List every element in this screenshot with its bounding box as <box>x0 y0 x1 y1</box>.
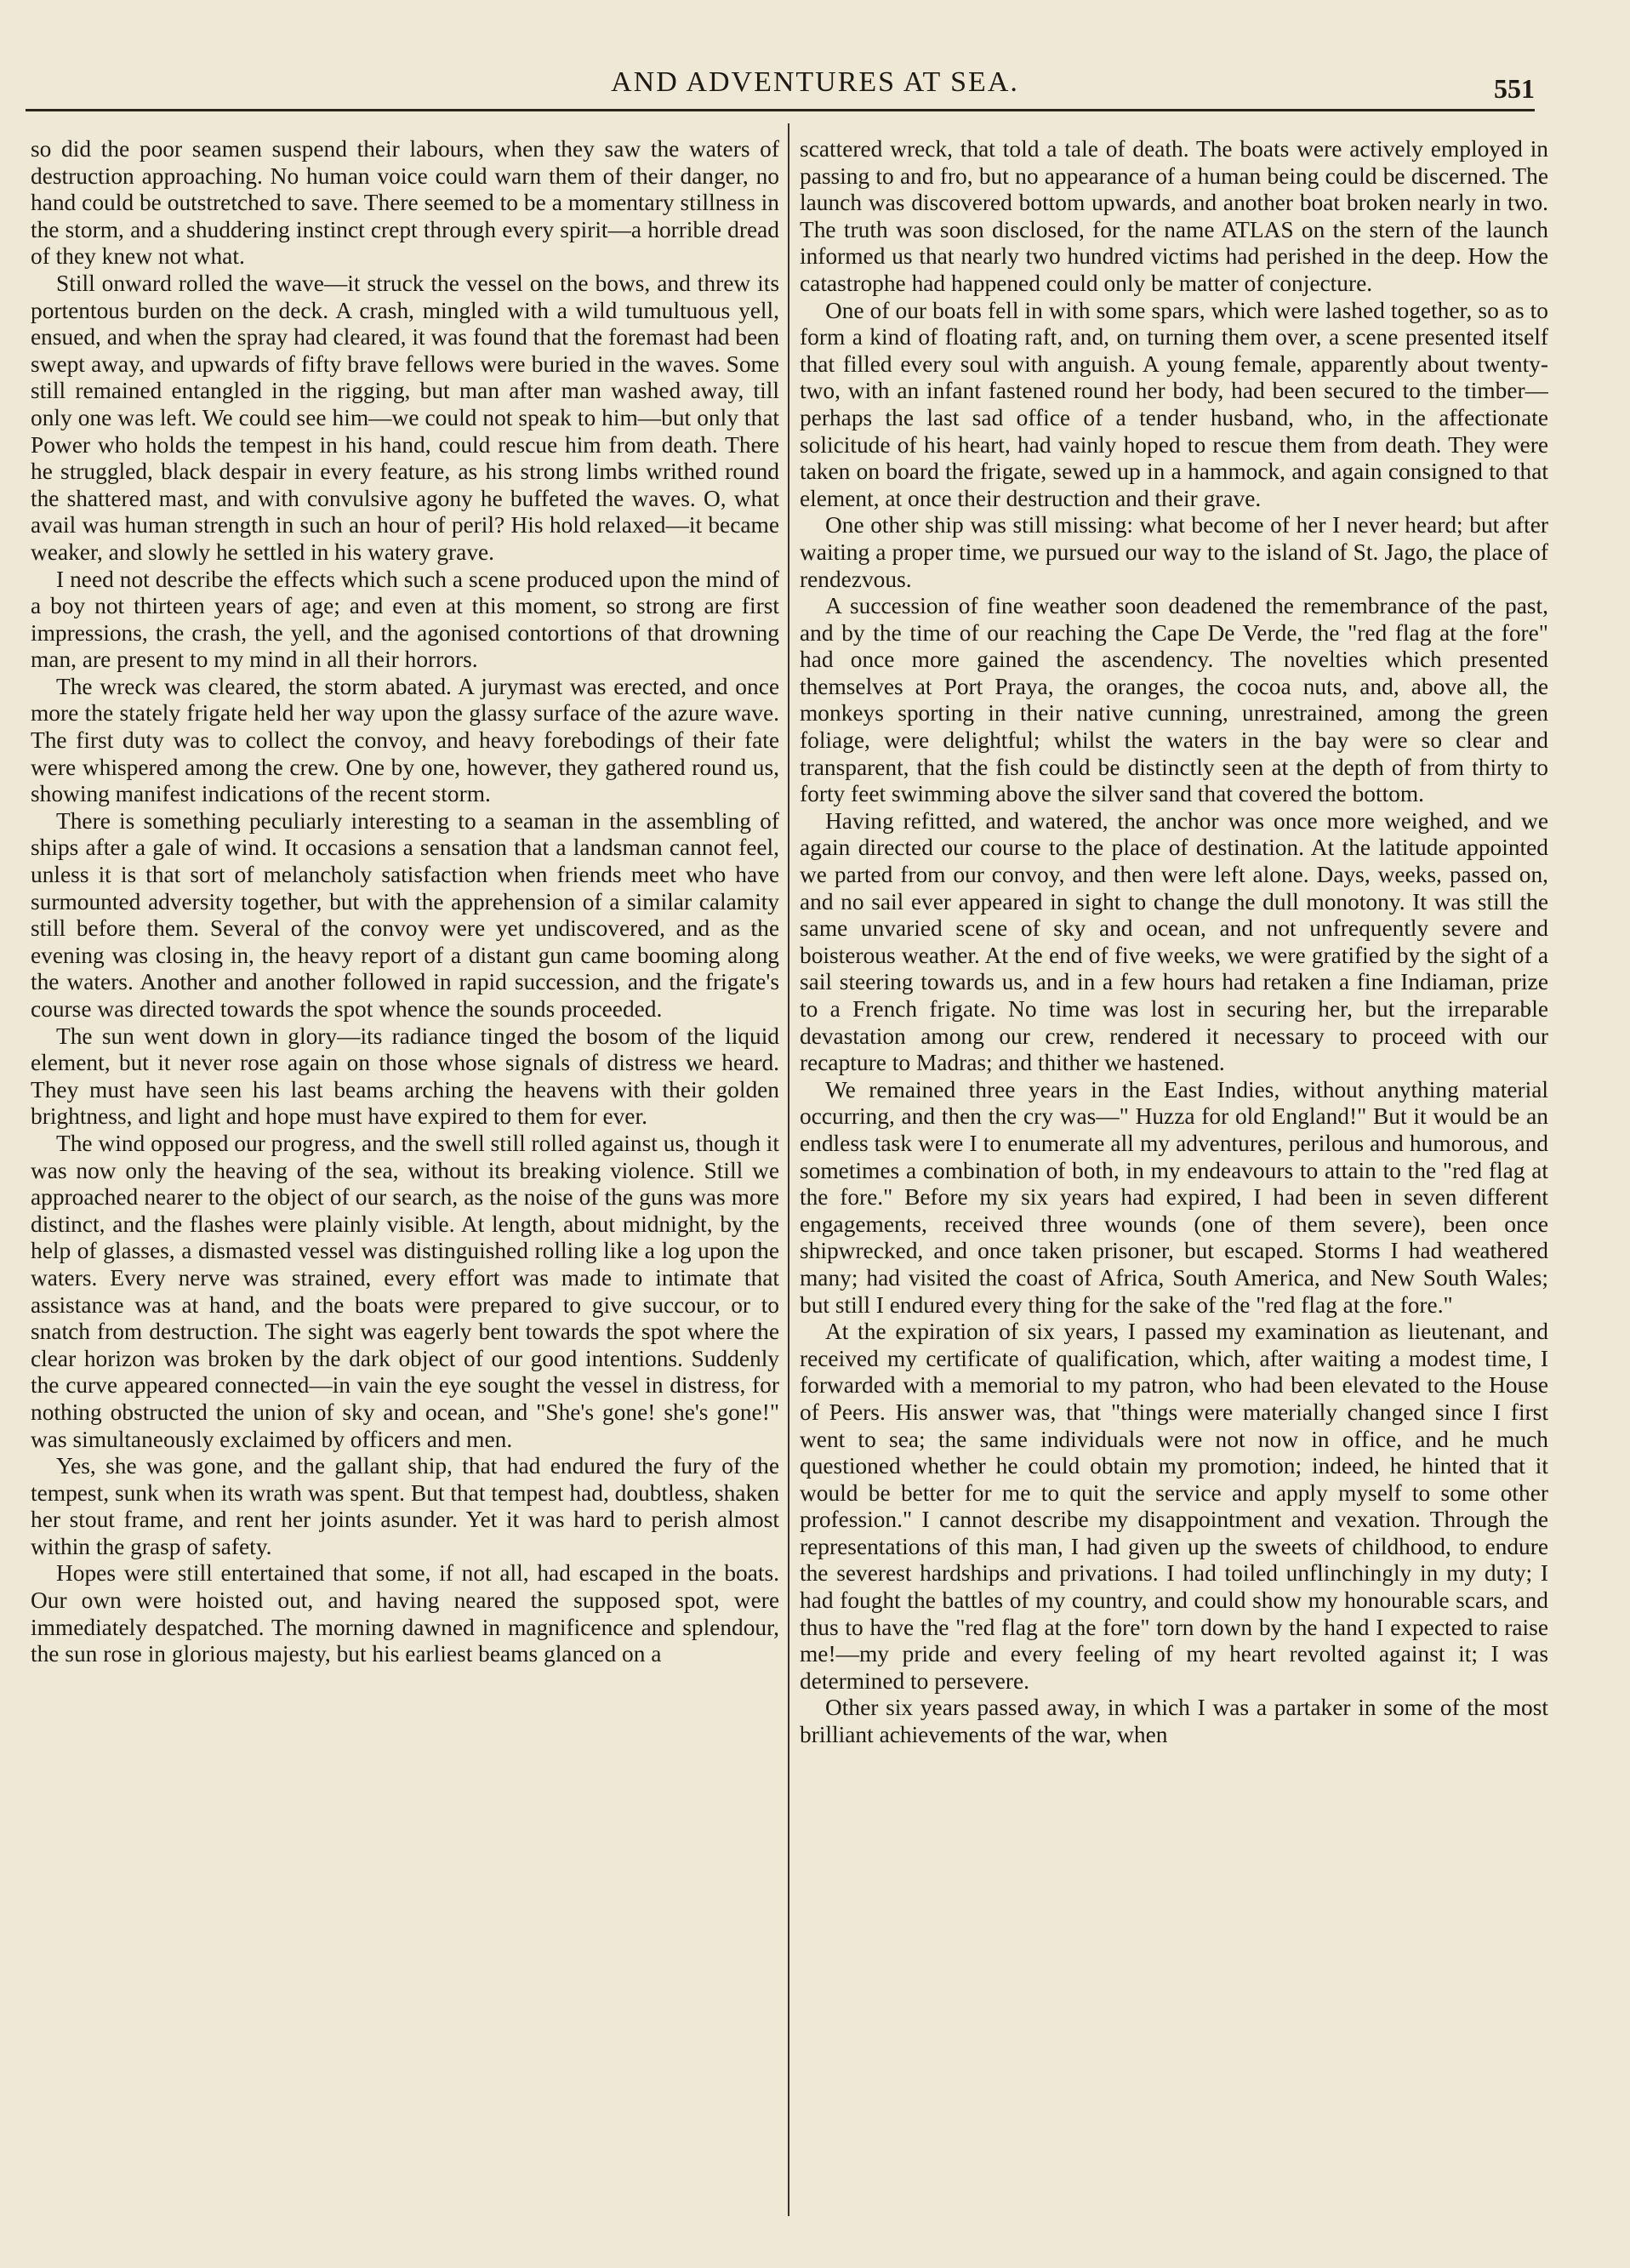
paragraph: Having refitted, and watered, the anchor was once more weighed, and we again directed our course to the place of destination. At the latitude appointed we parted from our convoy, and then were left alone. Days, weeks, passed on, and no sail ever appeared in sight to change the dull monotony. It was still the same unvaried scene of sky and ocean, and not unfrequently severe and boisterous weather. At the end of five weeks, we were gratified by the sight of a sail steering towards us, and in a few hours had retaken a fine Indiaman, prize to a French frigate. No time was lost in securing her, but the irreparable devastation among our crew, rendered it necessary to proceed with our recapture to Madras; and thither we hastened. <box>800 807 1548 1076</box>
paragraph: One of our boats fell in with some spars, which were lashed together, so as to form a kind of floating raft, and, on turning them over, a scene presented itself that filled every soul with anguish. A young female, apparently about twenty-two, with an infant fastened round her body, had been secured to the timber—perhaps the last sad office of a tender husband, who, in the affectionate solicitude of his heart, had vainly hoped to rescue them from death. They were taken on board the frigate, sewed up in a hammock, and again consigned to that element, at once their destruction and their grave. <box>800 297 1548 511</box>
paragraph: so did the poor seamen suspend their labours, when they saw the waters of destruction approaching. No human voice could warn them of their danger, no hand could be outstretched to save. There seemed to be a momentary stillness in the storm, and a shuddering instinct crept through every spirit—a horrible dread of they knew not what. <box>31 136 779 270</box>
left-column <box>31 136 779 2203</box>
paragraph: One other ship was still missing: what become of her I never heard; but after waiting a proper time, we pursued our way to the island of St. Jago, the place of rendezvous. <box>800 512 1548 592</box>
paragraph: The sun went down in glory—its radiance tinged the bosom of the liquid element, but it never rose again on those whose signals of distress we heard. They must have seen his last beams arching the heavens with their golden brightness, and light and hope must have expired to them for ever. <box>31 1023 779 1130</box>
paragraph: A succession of fine weather soon deadened the remembrance of the past, and by the time of our reaching the Cape De Verde, the "red flag at the fore" had once more gained the ascendency. The novelties which presented themselves at Port Praya, the oranges, the cocoa nuts, and, above all, the monkeys sporting in their native cunning, unrestrained, among the green foliage, were delightful; whilst the waters in the bay were so clear and transparent, that the fish could be distinctly seen at the depth of from thirty to forty feet swimming above the silver sand that covered the bottom. <box>800 593 1548 807</box>
running-title: AND ADVENTURES AT SEA. <box>611 66 1019 98</box>
page-number: 551 <box>1494 73 1535 104</box>
running-head <box>0 66 1630 109</box>
right-column <box>800 136 1548 2203</box>
paragraph: There is something peculiarly interesting to a seaman in the assembling of ships after a gale of wind. It occasions a sensation that a landsman cannot feel, unless it is that sort of melancholy satisfaction when friends meet who have surmounted adversity together, but with the apprehension of a similar calamity still before them. Several of the convoy were yet undiscovered, and as the evening was closing in, the heavy report of a distant gun came booming along the waters. Another and another followed in rapid succession, and the frigate's course was directed towards the spot whence the sounds proceeded. <box>31 807 779 1022</box>
paragraph: Other six years passed away, in which I was a partaker in some of the most brilliant achievements of the war, when <box>800 1695 1548 1748</box>
paragraph: Hopes were still entertained that some, if not all, had escaped in the boats. Our own were hoisted out, and having neared the supposed spot, were immediately despatched. The morning dawned in magnificence and splendour, the sun rose in glorious majesty, but his earliest beams glanced on a <box>31 1560 779 1667</box>
paragraph: scattered wreck, that told a tale of death. The boats were actively employed in passing to and fro, but no appearance of a human being could be discerned. The launch was discovered bottom upwards, and another boat broken nearly in two. The truth was soon disclosed, for the name ATLAS on the stern of the launch informed us that nearly two hundred victims had perished in the deep. How the catastrophe had happened could only be matter of conjecture. <box>800 136 1548 296</box>
paragraph: I need not describe the effects which such a scene produced upon the mind of a boy not thirteen years of age; and even at this moment, so strong are first impressions, the crash, the yell, and the agonised contortions of that drowning man, are present to my mind in all their horrors. <box>31 566 779 673</box>
paragraph: The wreck was cleared, the storm abated. A jurymast was erected, and once more the stately frigate held her way upon the glassy surface of the azure wave. The first duty was to collect the convoy, and heavy forebodings of their fate were whispered among the crew. One by one, however, they gathered round us, showing manifest indications of the recent storm. <box>31 673 779 807</box>
paragraph: At the expiration of six years, I passed my examination as lieutenant, and received my certificate of qualification, which, after waiting a modest time, I forwarded with a memorial to my patron, who had been elevated to the House of Peers. His answer was, that "things were materially changed since I first went to sea; the same individuals were not now in office, and he much questioned whether he could obtain my promotion; indeed, he hinted that it would be better for me to quit the service and apply myself to some other profession." I cannot describe my disappointment and vexation. Through the representations of this man, I had given up the sweets of childhood, to endure the severest hardships and privations. I had toiled unflinchingly in my duty; I had fought the battles of my country, and could show my honourable scars, and thus to have the "red flag at the fore" torn down by the hand I expected to raise me!—my pride and every feeling of my heart revolted against it; I was determined to persevere. <box>800 1319 1548 1694</box>
header-rule <box>26 109 1535 111</box>
paragraph: Yes, she was gone, and the gallant ship, that had endured the fury of the tempest, sunk when its wrath was spent. But that tempest had, doubtless, shaken her stout frame, and rent her joints asunder. Yet it was hard to perish almost within the grasp of safety. <box>31 1453 779 1559</box>
column-divider <box>788 123 789 2216</box>
paragraph: We remained three years in the East Indies, without anything material occurring, and then the cry was—" Huzza for old England!" But it would be an endless task were I to enumerate all my adventures, perilous and humorous, and sometimes a combination of both, in my endeavours to attain to the "red flag at the fore." Before my six years had expired, I had been in seven different engagements, received three wounds (one of them severe), been once shipwrecked, and once taken prisoner, but escaped. Storms I had weathered many; had visited the coast of Africa, South America, and New South Wales; but still I endured every thing for the sake of the "red flag at the fore." <box>800 1076 1548 1318</box>
paragraph: The wind opposed our progress, and the swell still rolled against us, though it was now only the heaving of the sea, without its breaking violence. Still we approached nearer to the object of our search, as the noise of the guns was more distinct, and the flashes were plainly visible. At length, about midnight, by the help of glasses, a dismasted vessel was distinguished rolling like a log upon the waters. Every nerve was strained, every effort was made to intimate that assistance was at hand, and the boats were prepared to give succour, or to snatch from destruction. The sight was eagerly bent towards the spot where the clear horizon was broken by the dark object of our good intentions. Suddenly the curve appeared connected—in vain the eye sought the vessel in distress, for nothing obstructed the union of sky and ocean, and "She's gone! she's gone!" was simultaneously exclaimed by officers and men. <box>31 1130 779 1452</box>
paragraph: Still onward rolled the wave—it struck the vessel on the bows, and threw its portentous burden on the deck. A crash, mingled with a wild tumultuous yell, ensued, and when the spray had cleared, it was found that the foremast had been swept away, and upwards of fifty brave fellows were buried in the waves. Some still remained entangled in the rigging, but man after man washed away, till only one was left. We could see him—we could not speak to him—but only that Power who holds the tempest in his hand, could rescue him from death. There he struggled, black despair in every feature, as his strong limbs writhed round the shattered mast, and with convulsive agony he buffeted the waves. O, what avail was human strength in such an hour of peril? His hold relaxed—it became weaker, and slowly he settled in his watery grave. <box>31 270 779 565</box>
